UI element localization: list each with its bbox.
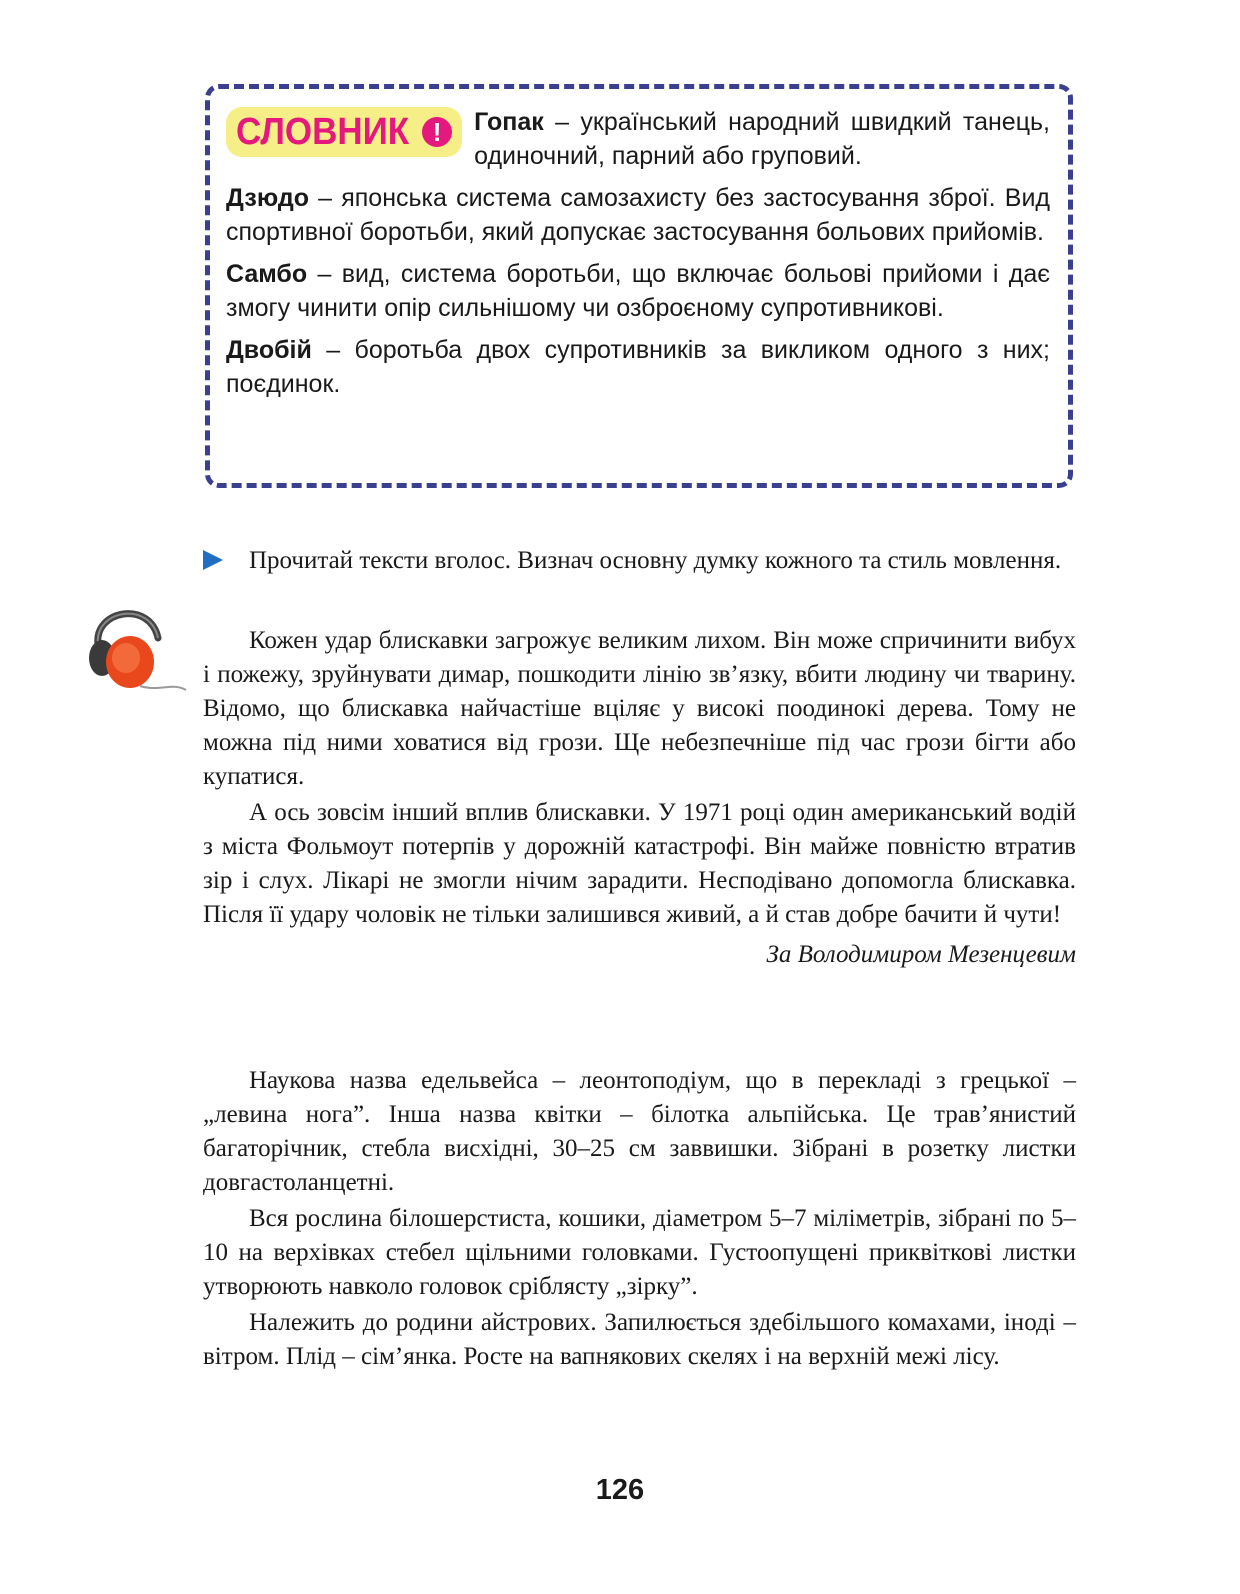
author-attribution: За Володимиром Мезенцевим bbox=[766, 941, 1076, 968]
text-lightning bbox=[203, 624, 1076, 972]
glossary-entry bbox=[226, 333, 1050, 401]
glossary-definition: – японська система самозахисту без застосування зброї. Вид спортивної боротьби, який допускає застосування больових прийомів. bbox=[226, 184, 1050, 246]
glossary-term: Двобій bbox=[226, 336, 312, 364]
glossary-entry bbox=[226, 181, 1050, 249]
paragraph: Вся рослина білошерстиста, кошики, діаметром 5–7 міліметрів, зібрані по 5–10 на верхівках стебел щільними головками. Густоопущені приквіткові листки утворюють навколо головок сріблясту „зірку”. bbox=[203, 1205, 1076, 1300]
paragraph: А ось зовсім інший вплив блискавки. У 1971 році один американський водій з міста Фольмоут потерпів у дорожній катастрофі. Він майже повністю втратив зір і слух. Лікарі не змогли нічим зарадити. Несподівано допомогла блискавка. Після її удару чоловік не тільки залишився живий, а й став добре бачити й чути! bbox=[203, 799, 1076, 928]
glossary-term: Гопак bbox=[474, 108, 544, 136]
glossary-term: Дзюдо bbox=[226, 184, 310, 212]
glossary-box bbox=[205, 84, 1073, 488]
glossary-definition: – боротьба двох супротивників за викликом одного з них; поєдинок. bbox=[226, 336, 1050, 398]
arrow-right-icon bbox=[203, 550, 223, 570]
text-edelweiss bbox=[203, 1064, 1076, 1374]
glossary-badge bbox=[226, 107, 462, 157]
task-text: Прочитай тексти вголос. Визнач основну думку кожного та стиль мовлення. bbox=[249, 547, 1062, 574]
glossary-definition: – український народний швидкий танець, одиночний, парний або груповий. bbox=[474, 108, 1050, 170]
page-number: 126 bbox=[595, 1474, 645, 1506]
glossary-entry bbox=[226, 257, 1050, 325]
exclamation-icon: ! bbox=[422, 117, 452, 147]
task-instruction bbox=[203, 544, 1076, 578]
glossary-term: Самбо bbox=[226, 260, 308, 288]
glossary-badge-label: СЛОВНИК bbox=[236, 111, 410, 153]
headphones-icon bbox=[80, 596, 190, 696]
paragraph: Належить до родини айстрових. Запилюється здебільшого комахами, іноді – вітром. Плід – сім’янка. Росте на вапнякових скелях і на верхній межі лісу. bbox=[203, 1309, 1076, 1370]
glossary-definition: – вид, система боротьби, що включає больові прийоми і дає змогу чинити опір сильнішому чи озброєному супротивникові. bbox=[226, 260, 1050, 322]
paragraph: Наукова назва едельвейса – леонтоподіум, що в перекладі з грецької – „левина нога”. Інша назва квітки – білотка альпійська. Це трав’янистий багаторічник, стебла висхідні, 30–25 см заввишки. Зібрані в розетку листки довгастоланцетні. bbox=[203, 1067, 1076, 1196]
paragraph: Кожен удар блискавки загрожує великим лихом. Він може спричинити вибух і пожежу, зруйнувати димар, пошкодити лінію зв’язку, вбити людину чи тварину. Відомо, що блискавка найчастіше вціляє у високі поодинокі дерева. Тому не можна під ними ховатися від грози. Ще небезпечніше під час грози бігти або купатися. bbox=[203, 627, 1076, 790]
